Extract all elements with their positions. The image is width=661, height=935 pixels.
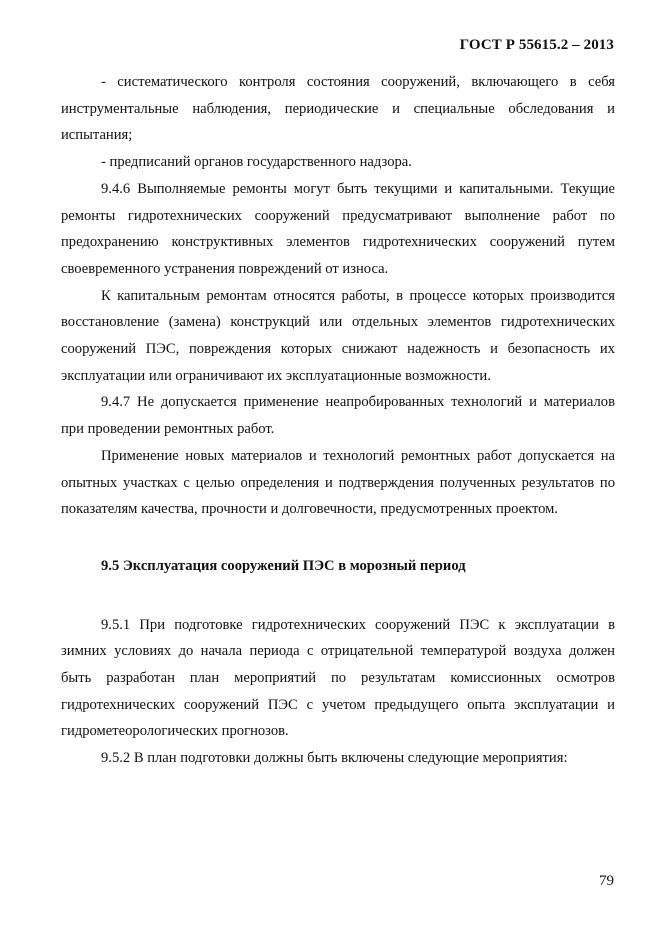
section-heading: 9.5 Эксплуатация сооружений ПЭС в морозный период [101, 557, 466, 574]
page-number: 79 [599, 873, 614, 889]
paragraph-9-5-2: 9.5.2 В план подготовки должны быть включены следующие мероприятия: [101, 750, 568, 767]
paragraph-9-5-1: 9.5.1 При подготовке гидротехнических сооружений ПЭС к эксплуатации в зимних условиях до начала периода с отрицательной температурой воздуха должен быть разработан план мероприятий по результатам комиссионных осмотров гидротехнических сооружений ПЭС с учетом предыдущего опыта эксплуатации и гидрометеорологических прогнозов. [61, 616, 615, 740]
paragraph: - предписаний органов государственного надзора. [101, 154, 412, 171]
paragraph: К капитальным ремонтам относятся работы, в процессе которых производится восстановление (замена) конструкций или отдельных элементов гидротехнических сооружений ПЭС, повреждения которых снижают надежность и безопасность их эксплуатации или ограничивают их эксплуатационные возможности. [61, 287, 615, 384]
standard-header: ГОСТ Р 55615.2 – 2013 [459, 37, 614, 53]
section-spacing [61, 523, 615, 553]
paragraph: Применение новых материалов и технологий ремонтных работ допускается на опытных участках с целью определения и подтверждения полученных результатов по показателям качества, прочности и долговечности, предусмотренных проектом. [61, 447, 615, 518]
paragraph-9-4-7: 9.4.7 Не допускается применение неапробированных технологий и материалов при проведении ремонтных работ. [61, 394, 615, 438]
section-spacing [61, 580, 615, 612]
page-content [61, 69, 615, 772]
paragraph: - систематического контроля состояния сооружений, включающего в себя инструментальные наблюдения, периодические и специальные обследования и испытания; [61, 74, 615, 144]
paragraph-9-4-6: 9.4.6 Выполняемые ремонты могут быть текущими и капитальными. Текущие ремонты гидротехнических сооружений предусматривают выполнение работ по предохранению конструктивных элементов гидротехнических сооружений путем своевременного устранения повреждений от износа. [61, 180, 615, 277]
